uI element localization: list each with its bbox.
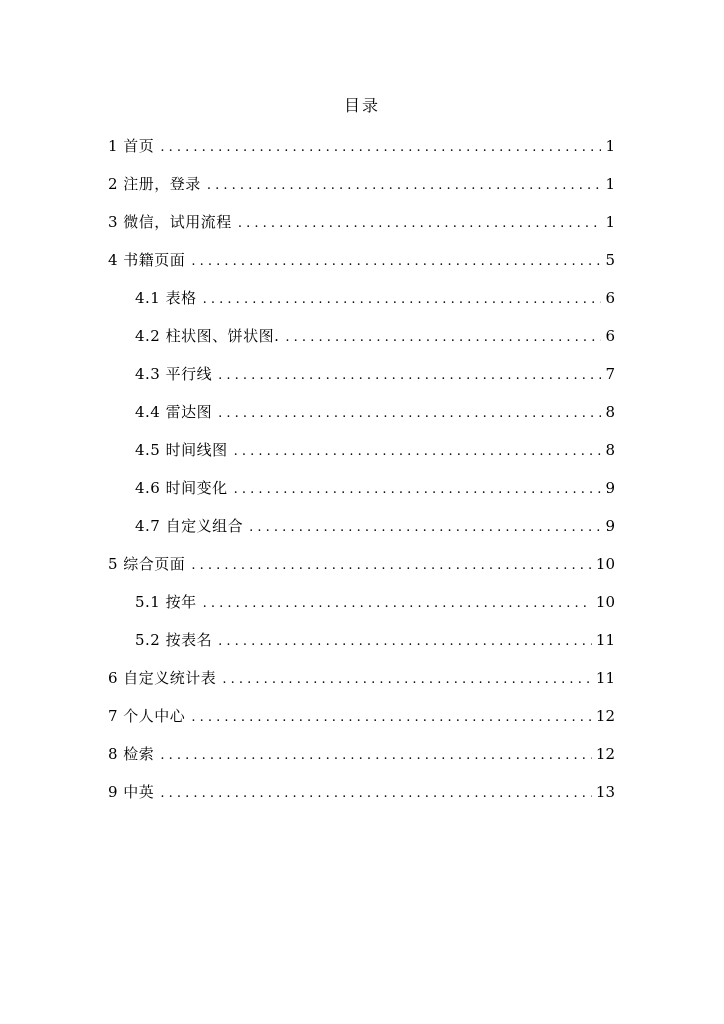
dot-leader (238, 213, 602, 235)
dot-leader (160, 137, 601, 159)
toc-entry-page-number: 1 (605, 175, 615, 193)
toc-entry-page-number: 6 (605, 289, 615, 307)
toc-entry-label: 3 微信，试用流程 (108, 213, 232, 231)
toc-entry-label: 5.1 按年 (135, 593, 197, 611)
toc-entry-label: 4 书籍页面 (108, 251, 186, 269)
dot-leader (160, 783, 592, 805)
toc-entry-7[interactable] (108, 705, 615, 743)
toc-entry-5-2[interactable] (108, 629, 615, 667)
toc-entry-label: 2 注册，登录 (108, 175, 201, 193)
toc-entry-page-number: 12 (595, 707, 615, 725)
dot-leader (218, 365, 601, 387)
dot-leader (191, 251, 601, 273)
toc-entry-page-number: 13 (595, 783, 615, 801)
toc-entry-page-number: 1 (605, 213, 615, 231)
dot-leader (222, 669, 592, 691)
toc-entry-4-5[interactable] (108, 439, 615, 477)
toc-entry-label: 8 检索 (108, 745, 155, 763)
toc-entry-page-number: 9 (605, 479, 615, 497)
toc-entry-label: 4.4 雷达图 (135, 403, 213, 421)
toc-entry-page-number: 11 (595, 669, 615, 687)
toc-title: 目录 (343, 96, 380, 115)
toc-entry-label: 4.1 表格 (135, 289, 197, 307)
toc-entry-page-number: 10 (595, 555, 615, 573)
dot-leader (191, 555, 592, 577)
toc-entry-4-2[interactable] (108, 325, 615, 363)
toc-entry-page-number: 1 (605, 137, 615, 155)
toc-entry-label: 1 首页 (108, 137, 155, 155)
toc-entry-label: 5 综合页面 (108, 555, 186, 573)
toc-entry-label: 5.2 按表名 (135, 631, 213, 649)
toc-entry-3[interactable] (108, 211, 615, 249)
dot-leader (218, 403, 601, 425)
toc-entry-5[interactable] (108, 553, 615, 591)
toc-entry-page-number: 8 (605, 403, 615, 421)
toc-entry-label: 4.2 柱状图、饼状图. (135, 327, 280, 345)
toc-entry-4-6[interactable] (108, 477, 615, 515)
toc-entry-8[interactable] (108, 743, 615, 781)
table-of-contents (108, 135, 615, 819)
dot-leader (191, 707, 592, 729)
toc-entry-page-number: 12 (595, 745, 615, 763)
toc-entry-page-number: 10 (595, 593, 615, 611)
dot-leader (203, 289, 602, 311)
toc-entry-6[interactable] (108, 667, 615, 705)
toc-entry-page-number: 6 (605, 327, 615, 345)
dot-leader (234, 479, 602, 501)
dot-leader (160, 745, 592, 767)
dot-leader (249, 517, 601, 539)
toc-entry-label: 7 个人中心 (108, 707, 186, 725)
toc-entry-2[interactable] (108, 173, 615, 211)
dot-leader (234, 441, 602, 463)
toc-entry-9[interactable] (108, 781, 615, 819)
toc-entry-page-number: 11 (595, 631, 615, 649)
toc-entry-label: 4.5 时间线图 (135, 441, 228, 459)
toc-entry-4-7[interactable] (108, 515, 615, 553)
toc-entry-4[interactable] (108, 249, 615, 287)
dot-leader (285, 327, 601, 349)
dot-leader (203, 593, 592, 615)
toc-entry-4-1[interactable] (108, 287, 615, 325)
toc-entry-label: 4.6 时间变化 (135, 479, 228, 497)
toc-entry-label: 4.3 平行线 (135, 365, 213, 383)
toc-entry-5-1[interactable] (108, 591, 615, 629)
toc-entry-4-3[interactable] (108, 363, 615, 401)
toc-entry-page-number: 5 (605, 251, 615, 269)
toc-entry-4-4[interactable] (108, 401, 615, 439)
dot-leader (207, 175, 602, 197)
toc-entry-page-number: 8 (605, 441, 615, 459)
dot-leader (218, 631, 592, 653)
toc-entry-1[interactable] (108, 135, 615, 173)
toc-entry-page-number: 9 (605, 517, 615, 535)
toc-entry-label: 9 中英 (108, 783, 155, 801)
toc-entry-label: 6 自定义统计表 (108, 669, 217, 687)
toc-entry-page-number: 7 (605, 365, 615, 383)
toc-entry-label: 4.7 自定义组合 (135, 517, 244, 535)
